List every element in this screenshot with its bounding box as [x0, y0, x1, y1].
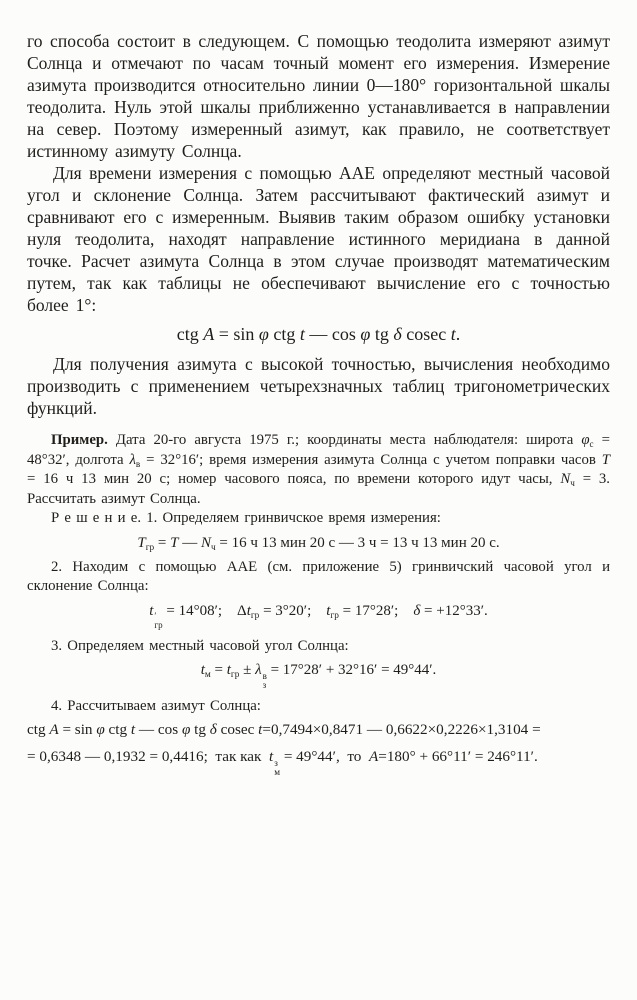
- equation-local-hour-angle: $t_м = t_{гр} \pm \lambda$ в з = 17°28′ + 32°16′ = 49°44′.: [200, 662, 437, 691]
- paragraph-precision-note: Для получения азимута с высокой точностью, вычисления необходимо производить с применением четырехзначных таблиц тригонометрических функций.: [27, 354, 610, 418]
- equation-hour-angle-declination: t ′ гр = 14°08′; $\Delta t_{гр} = 3^\circ 20'$; $t_{гр} = 17^\circ 28'$; δ = +12°33′.: [149, 602, 488, 631]
- equation-greenwich-time: $T_{гр} = T$ — $N_ч = 16$ ч 13 мин 20 с — 3 ч = 13 ч 13 мин 20 с.: [137, 534, 500, 553]
- solution-step-3: 3. Определяем местный часовой угол Солнца:: [51, 637, 349, 654]
- solution-step-2: 2. Находим с помощью ААЕ (см. приложение 5) гринвичский часовой угол и склонение Солнца:: [27, 558, 610, 594]
- paragraph-aae-computation: Для времени измерения с помощью ААЕ определяют местный часовой угол и склонение Солнца. Затем рассчитывают фактический азимут и сравнивают его с измеренным. Выявив таким образом ошибку установки нуля теодолита, находят направление истинного меридиана в данной точке. Расчет азимута Солнца в этом случае производят математическим путем, так как таблицы не обеспечивают вычисление его с точностью более 1°:: [27, 163, 610, 315]
- equation-azimuth-calculation-line2: = 0,6348 — 0,1932 = 0,4416; так как t з м = 49°44′, то A=180° + 66°11′ = 246°11′.: [27, 748, 538, 778]
- example-statement: Пример. Дата 20-го августа 1975 г.; координаты места наблюдателя: широта $\varphi_с = 48^\circ 32'$, долгота $\lambda_в = 32^\circ 16'$; время измерения азимута Солнца с учетом поправки часов T = 16 ч 13 мин 20 с; номер часового пояса, по времени которого идут часы, $N_ч = 3$. Рассчитать азимут Солнца.: [27, 432, 610, 507]
- solution-step-1: Р е ш е н и е. 1. Определяем гринвичское время измерения:: [51, 510, 441, 526]
- solution-step-4: 4. Рассчитываем азимут Солнца:: [51, 697, 261, 714]
- equation-azimuth-calculation-line1: ctg A = sin φ ctg t — cos φ tg δ cosec t=0,7494×0,8471 — 0,6622×0,2226×1,3104 =: [27, 721, 541, 739]
- paragraph-method-continuation: го способа состоит в следующем. С помощью теодолита измеряют азимут Солнца и отмечают по часам точный момент его измерения. Измерение азимута производится относительно линии 0—180° горизонтальной шкалы теодолита. Нуль этой шкалы приближенно устанавливается в направлении на север. Поэтому измеренный азимут, как правило, не соответствует истинному азимуту Солнца.: [27, 31, 610, 161]
- example-section: [27, 431, 610, 778]
- formula-azimuth-cotangent: ctg A = sin φ ctg t — cos φ tg δ cosec t.: [176, 324, 461, 344]
